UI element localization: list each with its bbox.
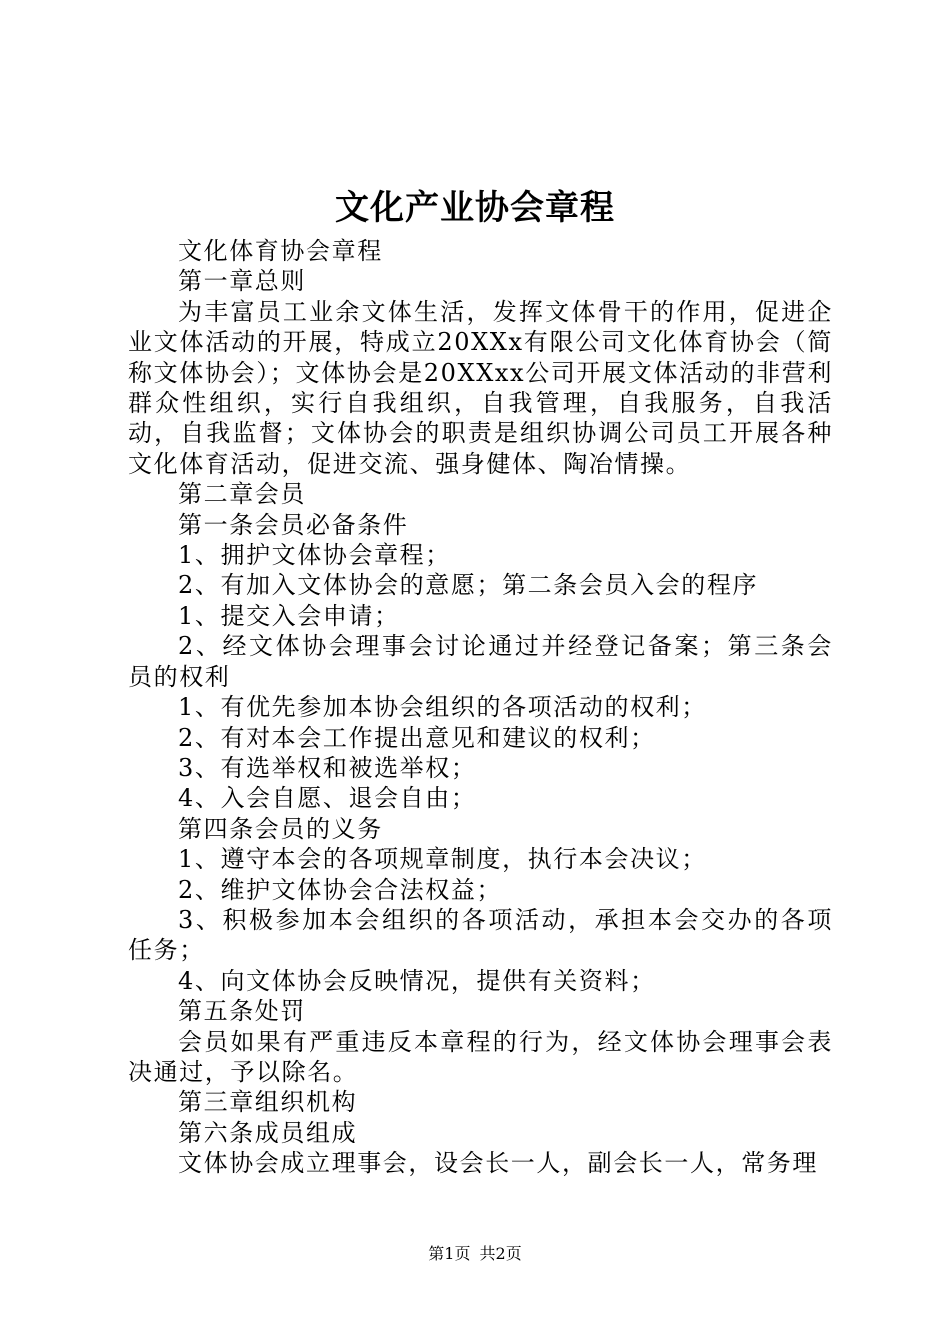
paragraph: 2、经文体协会理事会讨论通过并经登记备案；第三条会员的权利 (128, 632, 833, 691)
paragraph: 第一章总则 (178, 267, 306, 296)
paragraph: 2、有加入文体协会的意愿；第二条会员入会的程序 (178, 571, 759, 600)
paragraph: 会员如果有严重违反本章程的行为，经文体协会理事会表决通过，予以除名。 (128, 1027, 833, 1086)
paragraph: 第一条会员必备条件 (178, 510, 409, 539)
page-footer (0, 1243, 950, 1265)
paragraph: 为丰富员工业余文体生活，发挥文体骨干的作用，促进企业文体活动的开展，特成立20XXx有限公司文化体育协会（简称文体协会）；文体协会是20XXxx公司开展文体活动的非营利群众性组织，实行自我组织，自我管理，自我服务，自我活动，自我监督；文体协会的职责是组织协调公司员工开展各种文化体育活动，促进交流、强身健体、陶冶情操。 (128, 297, 833, 478)
paragraph: 2、维护文体协会合法权益； (178, 875, 503, 904)
paragraph: 1、拥护文体协会章程； (178, 541, 451, 570)
paragraph: 1、提交入会申请； (178, 601, 400, 630)
paragraph: 第五条处罚 (178, 997, 306, 1026)
paragraph: 2、有对本会工作提出意见和建议的权利； (178, 723, 656, 752)
paragraph: 1、遵守本会的各项规章制度，执行本会决议； (178, 845, 707, 874)
paragraph: 文体协会成立理事会，设会长一人，副会长一人，常务理 (178, 1149, 818, 1178)
page-number: 第1页 (428, 1244, 471, 1263)
document-body (128, 236, 833, 1179)
paragraph: 第三章组织机构 (178, 1088, 358, 1117)
page-total: 共2页 (479, 1244, 522, 1263)
paragraph: 第四条会员的义务 (178, 814, 383, 843)
paragraph: 第二章会员 (178, 480, 306, 509)
paragraph: 4、向文体协会反映情况，提供有关资料； (178, 966, 656, 995)
paragraph: 4、入会自愿、退会自由； (178, 784, 477, 813)
paragraph: 3、有选举权和被选举权； (178, 753, 477, 782)
paragraph: 第六条成员组成 (178, 1118, 358, 1147)
document-title: 文化产业协会章程 (335, 188, 615, 228)
paragraph: 文化体育协会章程 (178, 237, 383, 265)
paragraph: 1、有优先参加本协会组织的各项活动的权利； (178, 693, 707, 722)
paragraph: 3、积极参加本会组织的各项活动，承担本会交办的各项任务； (128, 905, 833, 965)
